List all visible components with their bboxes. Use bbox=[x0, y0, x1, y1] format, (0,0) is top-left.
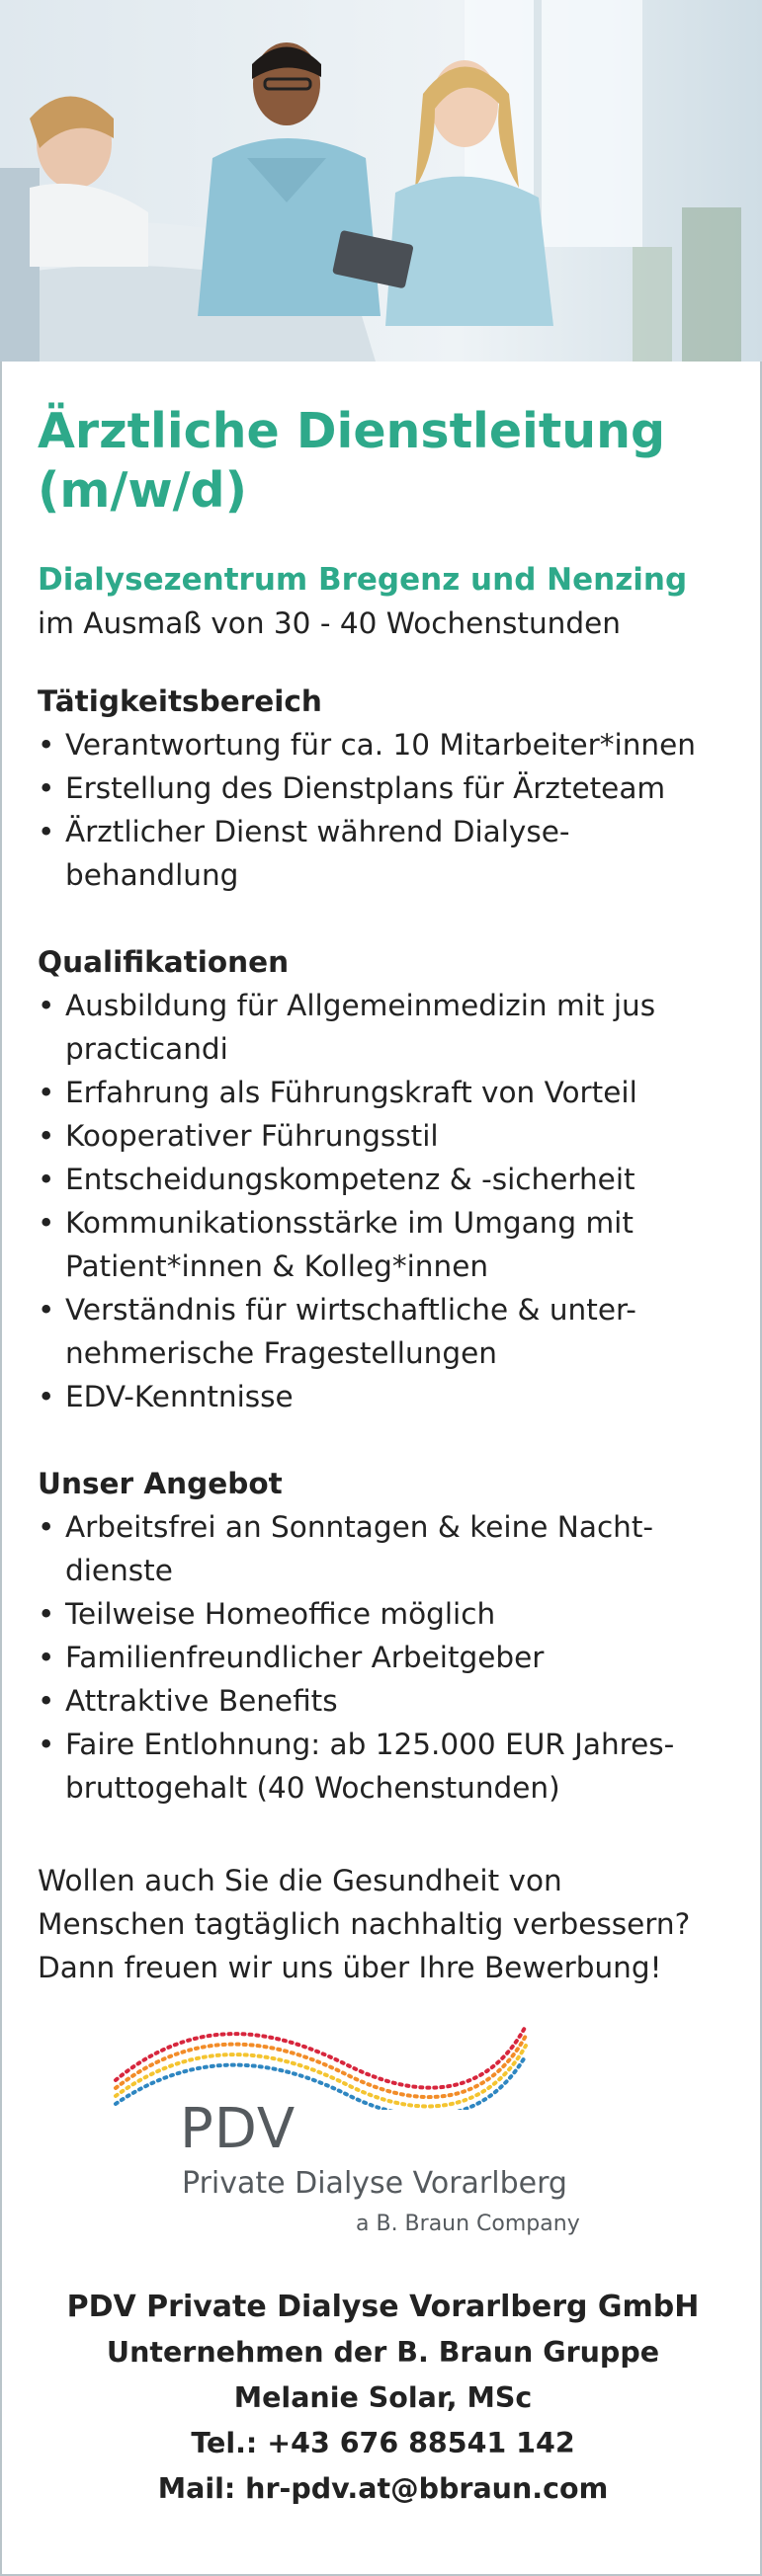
list-item: • Kommunikationsstärke im Umgang mit Patient*innen & Kolleg*innen bbox=[38, 1201, 744, 1288]
section-list bbox=[38, 723, 744, 897]
section-list bbox=[38, 1505, 744, 1810]
bullet-icon: • bbox=[38, 1163, 55, 1196]
list-item: • Attraktive Benefits bbox=[38, 1679, 744, 1723]
medical-staff-photo-icon bbox=[0, 0, 762, 362]
contact-block bbox=[2, 2285, 762, 2512]
bullet-icon: • bbox=[38, 1728, 55, 1761]
company-logo bbox=[101, 2021, 654, 2248]
closing-text bbox=[38, 1859, 744, 1989]
list-item: • Kooperativer Führungsstil bbox=[38, 1114, 744, 1158]
logo-abbreviation: PDV bbox=[180, 2097, 296, 2161]
list-item: • Entscheidungskompetenz & -sicherheit bbox=[38, 1158, 744, 1201]
section-heading: Unser Angebot bbox=[38, 1467, 283, 1500]
list-item: • Teilweise Homeoffice möglich bbox=[38, 1592, 744, 1636]
list-item: • Faire Entlohnung: ab 125.000 EUR Jahres- bruttogehalt (40 Wochenstunden) bbox=[38, 1723, 744, 1810]
list-item: • Erfahrung als Führungskraft von Vorteil bbox=[38, 1071, 744, 1114]
list-item: • Verantwortung für ca. 10 Mitarbeiter*innen bbox=[38, 723, 744, 766]
bullet-icon: • bbox=[38, 1380, 55, 1413]
list-item: • Erstellung des Dienstplans für Ärzteteam bbox=[38, 766, 744, 810]
job-location: Dialysezentrum Bregenz und Nenzing bbox=[38, 562, 688, 598]
section-heading: Tätigkeitsbereich bbox=[38, 684, 322, 718]
section-qualifikationen bbox=[38, 940, 744, 1418]
job-extent: im Ausmaß von 30 - 40 Wochenstunden bbox=[38, 606, 621, 640]
bullet-icon: • bbox=[38, 1119, 55, 1153]
contact-phone[interactable]: Tel.: +43 676 88541 142 bbox=[191, 2427, 575, 2459]
closing-line: Menschen tagtäglich nachhaltig verbessern? bbox=[38, 1907, 691, 1941]
bullet-icon: • bbox=[38, 989, 55, 1022]
bullet-icon: • bbox=[38, 1510, 55, 1544]
contact-company: PDV Private Dialyse Vorarlberg GmbH bbox=[66, 2290, 700, 2324]
contact-group: Unternehmen der B. Braun Gruppe bbox=[106, 2336, 660, 2369]
contact-email[interactable]: Mail: hr-pdv.at@bbraun.com bbox=[157, 2472, 609, 2505]
bullet-icon: • bbox=[38, 815, 55, 848]
pdv-wave-logo-icon bbox=[111, 2021, 546, 2110]
bullet-icon: • bbox=[38, 1641, 55, 1674]
section-list bbox=[38, 984, 744, 1418]
section-heading: Qualifikationen bbox=[38, 945, 290, 979]
list-item: • Arbeitsfrei an Sonntagen & keine Nacht- dienste bbox=[38, 1505, 744, 1592]
closing-line: Dann freuen wir uns über Ihre Bewerbung! bbox=[38, 1951, 662, 1984]
closing-line: Wollen auch Sie die Gesundheit von bbox=[38, 1864, 562, 1897]
bullet-icon: • bbox=[38, 1597, 55, 1631]
section-taetigkeitsbereich bbox=[38, 680, 744, 897]
hero-photo bbox=[0, 0, 762, 362]
logo-subtitle: a B. Braun Company bbox=[356, 2212, 580, 2236]
bullet-icon: • bbox=[38, 1293, 55, 1327]
list-item: • EDV-Kenntnisse bbox=[38, 1375, 744, 1418]
list-item: • Ärztlicher Dienst während Dialyse- behandlung bbox=[38, 810, 744, 897]
bullet-icon: • bbox=[38, 771, 55, 805]
bullet-icon: • bbox=[38, 1206, 55, 1240]
job-title-line2: (m/w/d) bbox=[38, 462, 247, 519]
job-title-line1: Ärztliche Dienstleitung bbox=[38, 403, 666, 459]
list-item: • Verständnis für wirtschaftliche & unter- nehmerische Fragestellungen bbox=[38, 1288, 744, 1375]
contact-person: Melanie Solar, MSc bbox=[233, 2381, 533, 2414]
bullet-icon: • bbox=[38, 1076, 55, 1109]
bullet-icon: • bbox=[38, 1684, 55, 1718]
list-item: • Ausbildung für Allgemeinmedizin mit jus practicandi bbox=[38, 984, 744, 1071]
list-item: • Familienfreundlicher Arbeitgeber bbox=[38, 1636, 744, 1679]
bullet-icon: • bbox=[38, 728, 55, 762]
job-title bbox=[38, 402, 729, 521]
job-ad-card bbox=[0, 362, 762, 2576]
logo-company-name: Private Dialyse Vorarlberg bbox=[182, 2166, 567, 2201]
section-unser-angebot bbox=[38, 1462, 744, 1810]
